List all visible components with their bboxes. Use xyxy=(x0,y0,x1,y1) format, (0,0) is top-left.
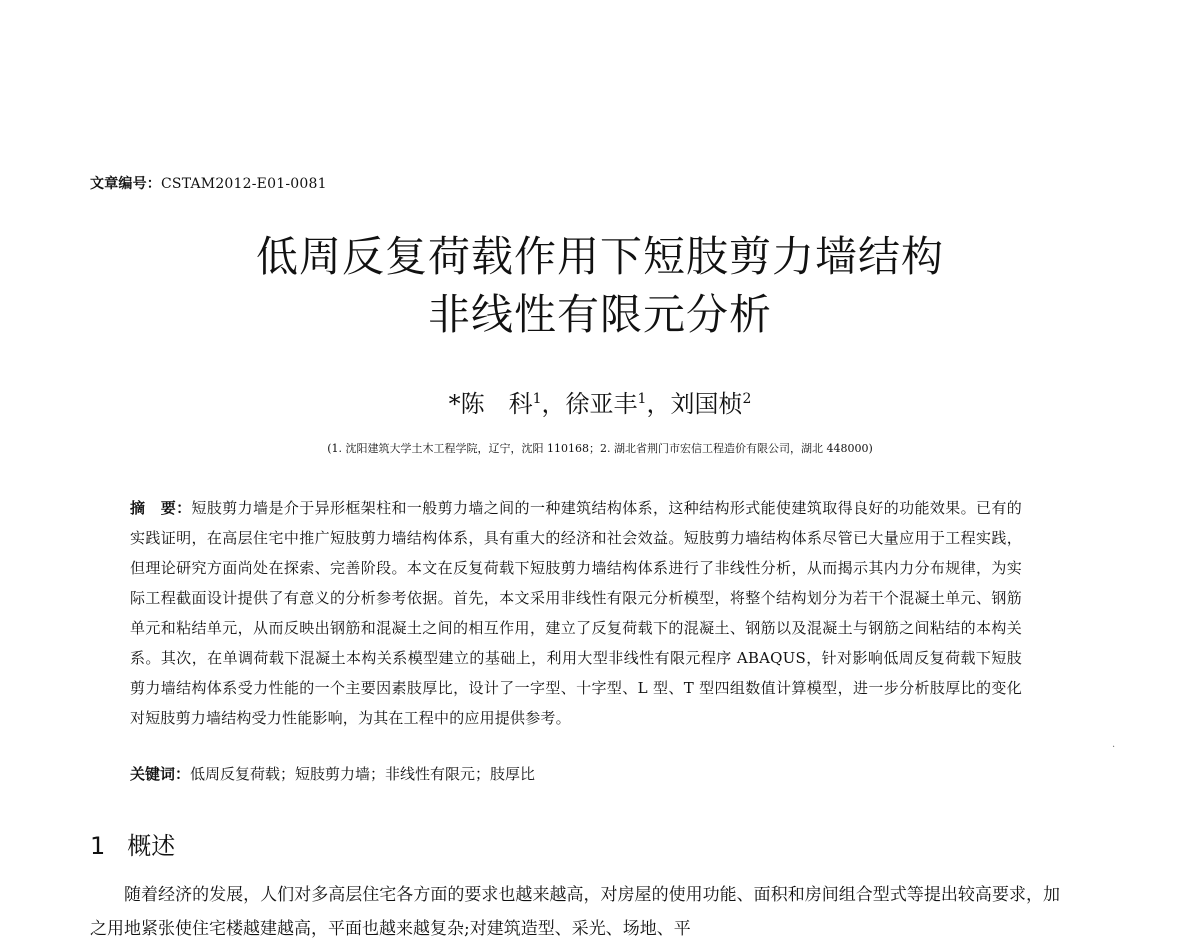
author-affiliation-mark: 2 xyxy=(742,391,752,407)
author-separator: ， xyxy=(646,390,671,418)
author-name: 徐亚丰 xyxy=(565,390,638,418)
abstract xyxy=(130,493,1022,733)
author-list xyxy=(0,384,1200,419)
author-separator: ， xyxy=(541,390,566,418)
author-affiliation-mark: 1 xyxy=(637,391,647,407)
paper-title-line-1: 低周反复荷载作用下短肢剪力墙结构 xyxy=(255,232,944,281)
article-number xyxy=(90,173,327,193)
article-number-value: CSTAM2012-E01-0081 xyxy=(161,176,327,192)
author-affiliation-mark: 1 xyxy=(532,391,542,407)
author-marker: * xyxy=(448,390,461,418)
section-heading xyxy=(90,826,175,861)
abstract-label: 摘 要： xyxy=(130,499,192,517)
paper-title-line-2: 非线性有限元分析 xyxy=(427,290,772,339)
section-number: 1 xyxy=(90,832,106,860)
article-number-label: 文章编号： xyxy=(90,176,161,192)
keywords xyxy=(130,763,1022,784)
margin-speck: · xyxy=(1112,742,1116,753)
author-name: 刘国桢 xyxy=(670,390,743,418)
keywords-label: 关键词： xyxy=(130,765,191,783)
body-paragraph: 随着经济的发展，人们对多高层住宅各方面的要求也越来越高，对房屋的使用功能、面积和房间组合型式等提出较高要求，加之用地紧张使住宅楼越建越高，平面也越来越复杂;对建筑造型、采光、场地、平 xyxy=(90,885,1060,939)
abstract-text: 短肢剪力墙是介于异形框架柱和一般剪力墙之间的一种建筑结构体系，这种结构形式能使建筑取得良好的功能效果。已有的实践证明，在高层住宅中推广短肢剪力墙结构体系，具有重大的经济和社会效益。短肢剪力墙结构体系尽管已大量应用于工程实践，但理论研究方面尚处在探索、完善阶段。本文在反复荷载下短肢剪力墙结构体系进行了非线性分析，从而揭示其内力分布规律，为实际工程截面设计提供了有意义的分析参考依据。首先，本文采用非线性有限元分析模型，将整个结构划分为若干个混凝土单元、钢筋单元和粘结单元，从而反映出钢筋和混凝土之间的相互作用，建立了反复荷载下的混凝土、钢筋以及混凝土与钢筋之间粘结的本构关系。其次，在单调荷载下混凝土本构关系模型建立的基础上，利用大型非线性有限元程序 ABAQUS，针对影响低周反复荷载下短肢剪力墙结构体系受力性能的一个主要因素肢厚比，设计了一字型、十字型、L 型、T 型四组数值计算模型，进一步分析肢厚比的变化对短肢剪力墙结构受力性能影响，为其在工程中的应用提供参考。 xyxy=(130,499,1022,727)
keywords-text: 低周反复荷载；短肢剪力墙；非线性有限元；肢厚比 xyxy=(190,765,536,783)
author-name: 陈 科 xyxy=(460,390,533,418)
section-title: 概述 xyxy=(127,832,176,860)
paper-title xyxy=(0,228,1200,344)
affiliation-line: (1. 沈阳建筑大学土木工程学院，辽宁，沈阳 110168；2. 湖北省荆门市宏信工程造价有限公司，湖北 448000) xyxy=(327,442,873,455)
